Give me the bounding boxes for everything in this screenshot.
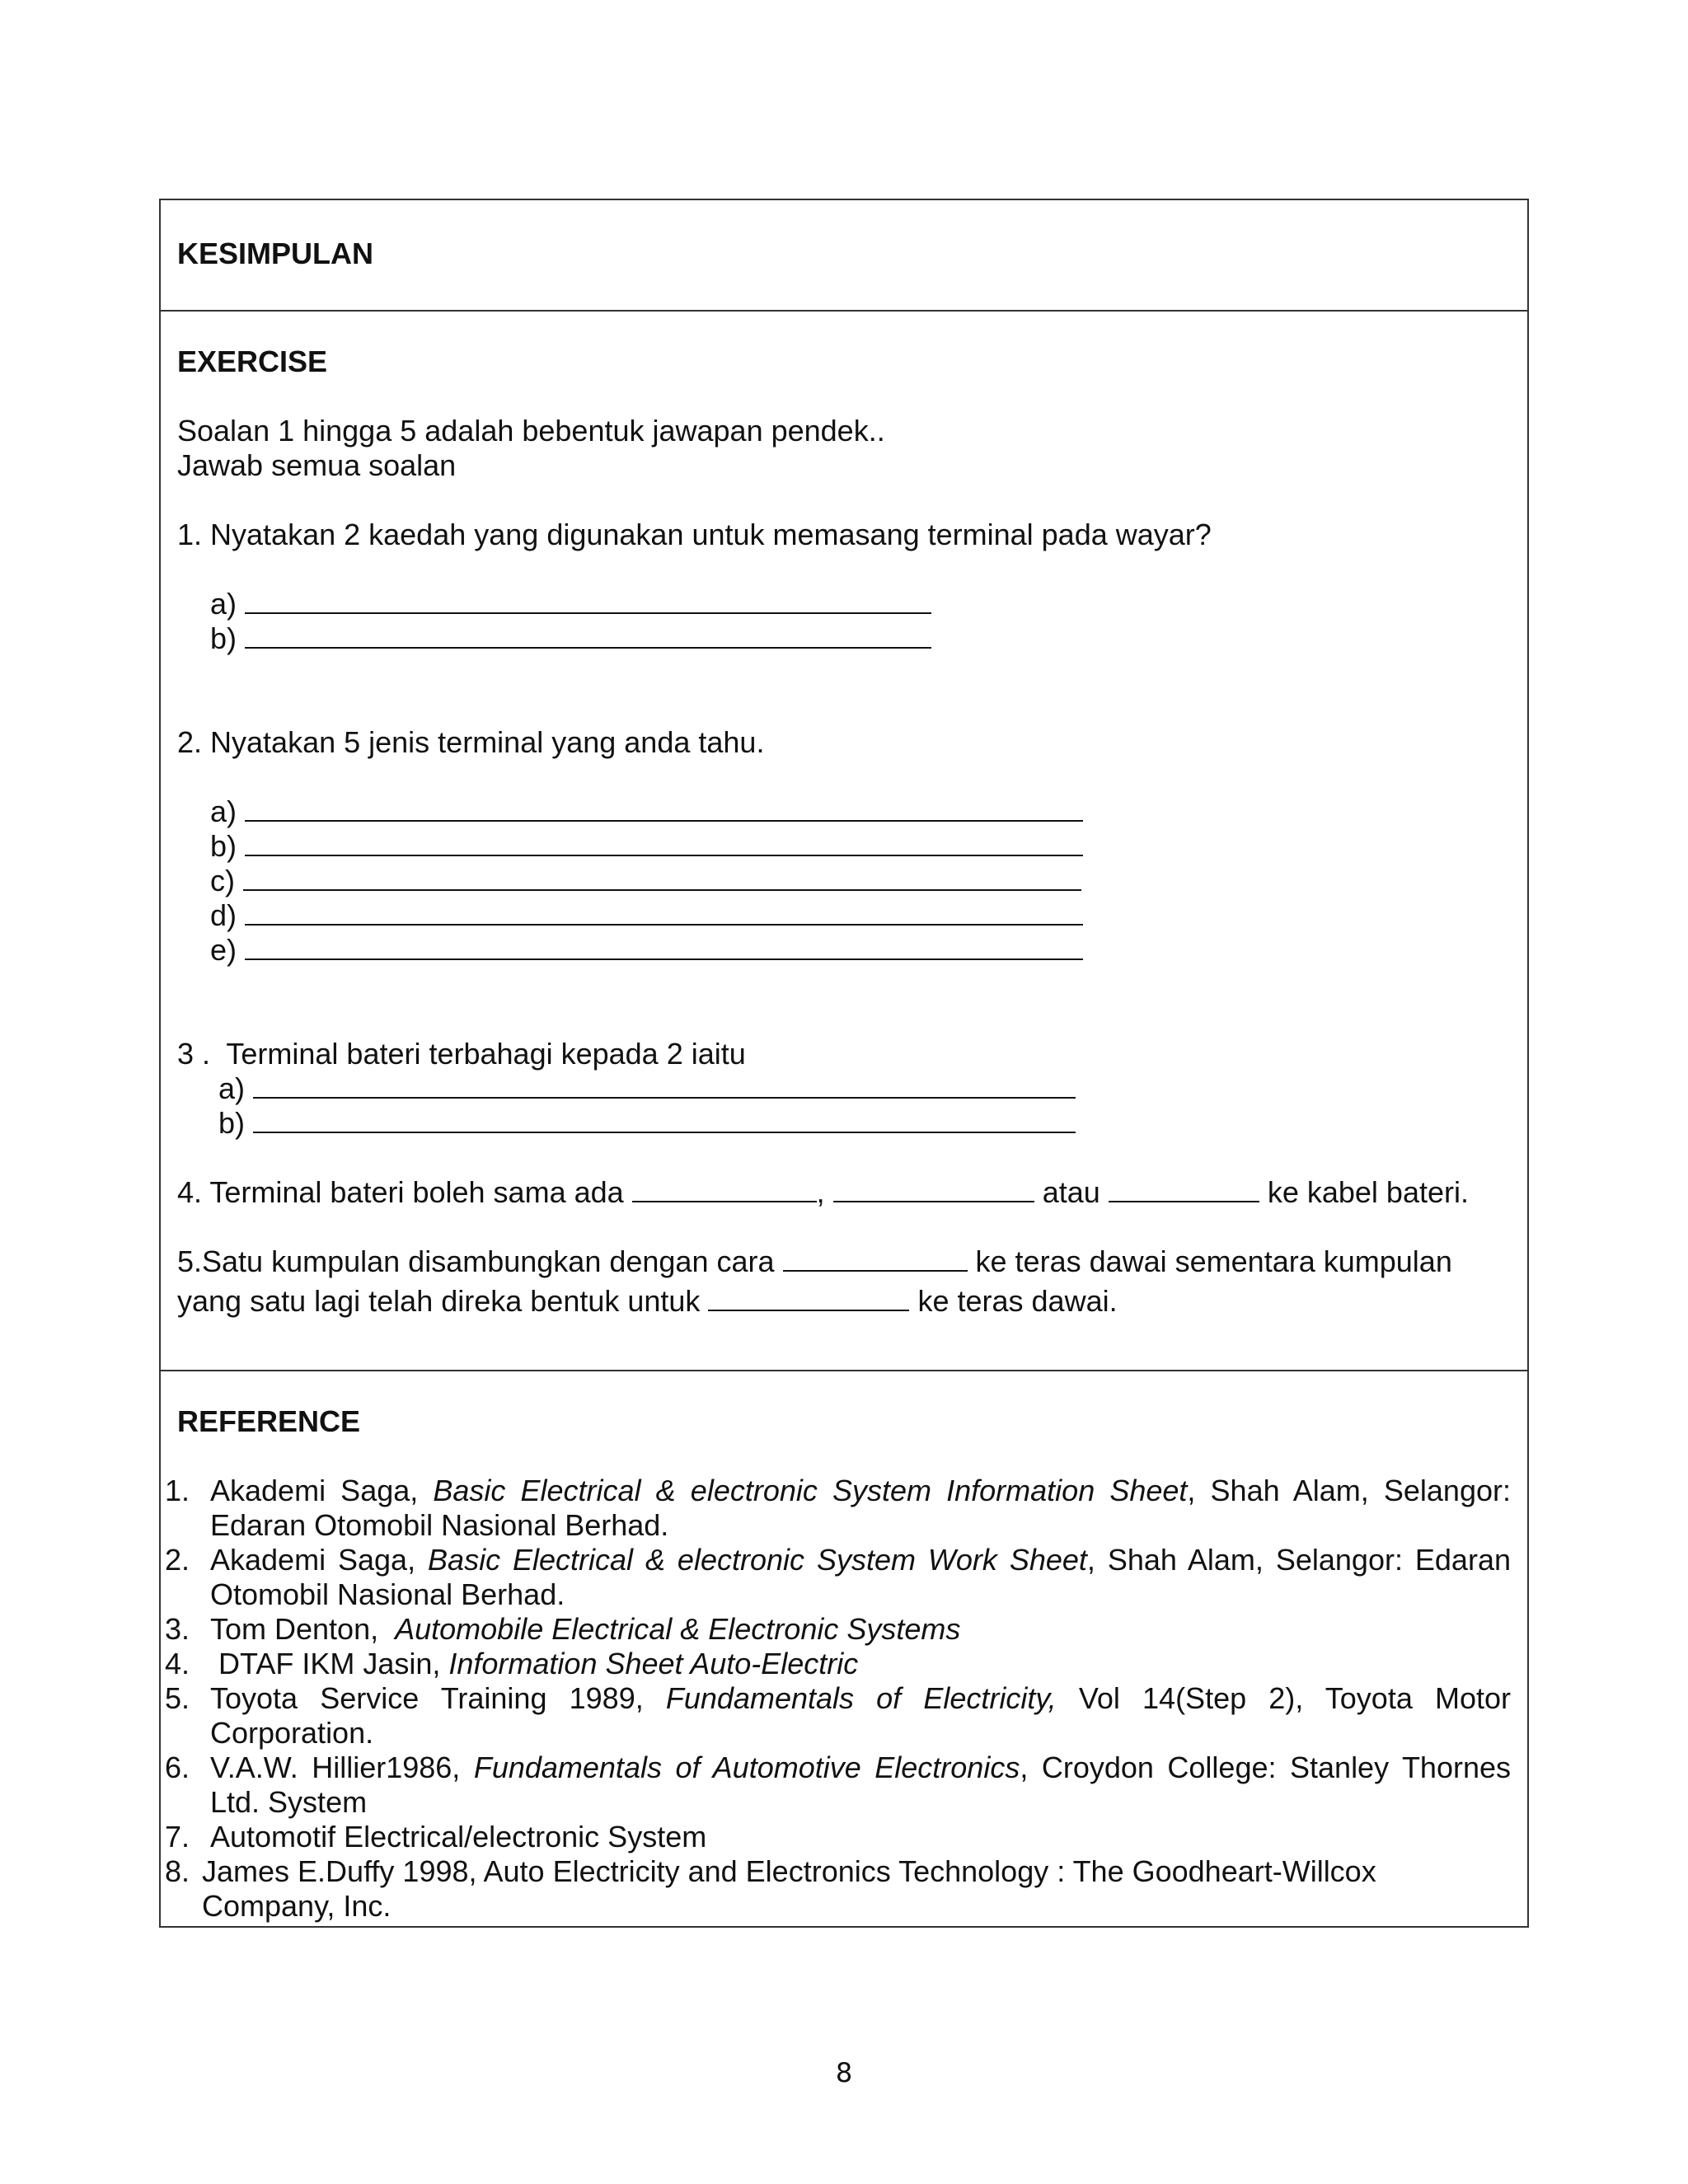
q5-text-3: yang satu lagi telah direka bentuk untuk	[177, 1284, 701, 1318]
q2-answer-a	[210, 794, 1083, 829]
q5-blank-2[interactable]	[708, 1285, 909, 1311]
reference-number: 4.	[165, 1647, 190, 1680]
q3-answer-b	[218, 1106, 1076, 1141]
reference-title: Basic Electrical & electronic System Work Sheet	[428, 1543, 1087, 1577]
exercise-section	[161, 312, 1527, 1371]
q1-answer-b	[210, 621, 931, 656]
reference-publisher: Vol 14(Step 2), Toyota Motor Corporation.	[210, 1681, 1512, 1750]
question-3: 3 . Terminal bateri terbahagi kepada 2 iaitu	[177, 1037, 746, 1071]
reference-item	[165, 1820, 1511, 1854]
reference-item	[165, 1474, 1511, 1543]
answer-blank[interactable]	[245, 899, 1083, 926]
answer-label: c)	[210, 864, 235, 898]
answer-blank[interactable]	[253, 1072, 1076, 1099]
q4-text-1: 4. Terminal bateri boleh sama ada	[177, 1175, 624, 1209]
reference-author: Akademi Saga,	[210, 1474, 434, 1507]
reference-author: Akademi Saga,	[210, 1543, 429, 1577]
q2-answer-c	[210, 864, 1081, 898]
page-number: 8	[835, 2057, 853, 2088]
q4-blank-2[interactable]	[833, 1176, 1034, 1202]
reference-title: Information Sheet Auto-Electric	[448, 1647, 859, 1680]
answer-blank[interactable]	[245, 795, 1083, 822]
worksheet-frame	[159, 199, 1529, 1928]
reference-item	[165, 1543, 1511, 1612]
q4-blank-1[interactable]	[632, 1176, 817, 1202]
answer-blank[interactable]	[245, 830, 1083, 856]
q4-blank-3[interactable]	[1109, 1176, 1259, 1202]
question-1: 1. Nyatakan 2 kaedah yang digunakan untuk memasang terminal pada wayar?	[177, 518, 1212, 551]
answer-label: b)	[210, 621, 237, 655]
reference-author: Toyota Service Training 1989,	[210, 1681, 666, 1715]
exercise-heading: EXERCISE	[177, 344, 328, 378]
q3-answer-a	[218, 1071, 1076, 1106]
reference-item	[165, 1750, 1511, 1820]
reference-number: 1.	[165, 1474, 190, 1507]
reference-publisher: , Croydon College: Stanley Thornes Ltd. System	[210, 1750, 1512, 1819]
reference-number: 6.	[165, 1750, 190, 1784]
q5-blank-1[interactable]	[783, 1245, 968, 1272]
reference-number: 2.	[165, 1543, 190, 1577]
reference-title: Fundamentals of Automotive Electronics	[473, 1750, 1020, 1784]
reference-publisher: , Shah Alam, Selangor: Edaran Otomobil Nasional Berhad.	[210, 1474, 1511, 1542]
answer-label: d)	[210, 898, 237, 932]
q1-answer-a	[210, 587, 931, 621]
answer-label: a)	[210, 794, 237, 828]
answer-blank[interactable]	[245, 622, 931, 649]
reference-author: V.A.W. Hillier1986,	[210, 1750, 474, 1784]
q4-text-4: ke kabel bateri.	[1267, 1175, 1469, 1209]
q5-text-4: ke teras dawai.	[917, 1284, 1118, 1318]
q2-answer-e	[210, 933, 1083, 968]
reference-number: 7.	[165, 1820, 190, 1854]
q5-text-1: 5.Satu kumpulan disambungkan dengan cara	[177, 1244, 775, 1278]
exercise-intro-1: Soalan 1 hingga 5 adalah bebentuk jawapan pendek..	[177, 414, 885, 448]
q2-answer-b	[210, 829, 1083, 864]
reference-item	[165, 1681, 1511, 1750]
reference-title: Fundamentals of Electricity,	[665, 1681, 1057, 1715]
reference-number: 3.	[165, 1612, 190, 1646]
answer-label: b)	[218, 1106, 246, 1140]
answer-blank[interactable]	[245, 934, 1083, 960]
question-2: 2. Nyatakan 5 jenis terminal yang anda tahu.	[177, 725, 765, 759]
answer-blank[interactable]	[253, 1107, 1076, 1133]
reference-publisher: , Shah Alam, Selangor: Edaran Otomobil Nasional Berhad.	[210, 1543, 1511, 1611]
conclusion-section	[161, 200, 1527, 312]
reference-item	[165, 1854, 1428, 1924]
q4-text-3: atau	[1042, 1175, 1100, 1209]
reference-item	[165, 1612, 1511, 1647]
reference-title: Basic Electrical & electronic System Information Sheet	[433, 1474, 1188, 1507]
answer-label: e)	[210, 933, 237, 967]
answer-blank[interactable]	[245, 588, 931, 614]
question-4	[177, 1175, 1469, 1210]
question-5-line-1	[177, 1244, 1452, 1279]
reference-author: Tom Denton,	[210, 1612, 396, 1646]
answer-blank[interactable]	[243, 865, 1081, 891]
answer-label: a)	[210, 587, 237, 621]
reference-author: Automotif Electrical/electronic System	[210, 1820, 707, 1854]
reference-author: DTAF IKM Jasin,	[210, 1647, 449, 1680]
question-5-line-2	[177, 1284, 1118, 1319]
q4-text-2: ,	[816, 1175, 825, 1209]
answer-label: b)	[210, 829, 237, 863]
reference-heading: REFERENCE	[177, 1404, 361, 1438]
reference-item	[165, 1647, 1511, 1681]
reference-number: 8.	[165, 1854, 190, 1888]
reference-title: Automobile Electrical & Electronic Systems	[395, 1612, 961, 1646]
q5-text-2: ke teras dawai sementara kumpulan	[975, 1244, 1452, 1278]
conclusion-heading: KESIMPULAN	[177, 237, 374, 270]
exercise-intro-2: Jawab semua soalan	[177, 448, 457, 482]
reference-number: 5.	[165, 1681, 190, 1715]
reference-author: James E.Duffy 1998, Auto Electricity and Electronics Technology : The Goodheart-Willcox Company, Inc.	[202, 1854, 1376, 1923]
answer-label: a)	[218, 1071, 246, 1105]
reference-section	[161, 1371, 1527, 1926]
q2-answer-d	[210, 898, 1083, 933]
